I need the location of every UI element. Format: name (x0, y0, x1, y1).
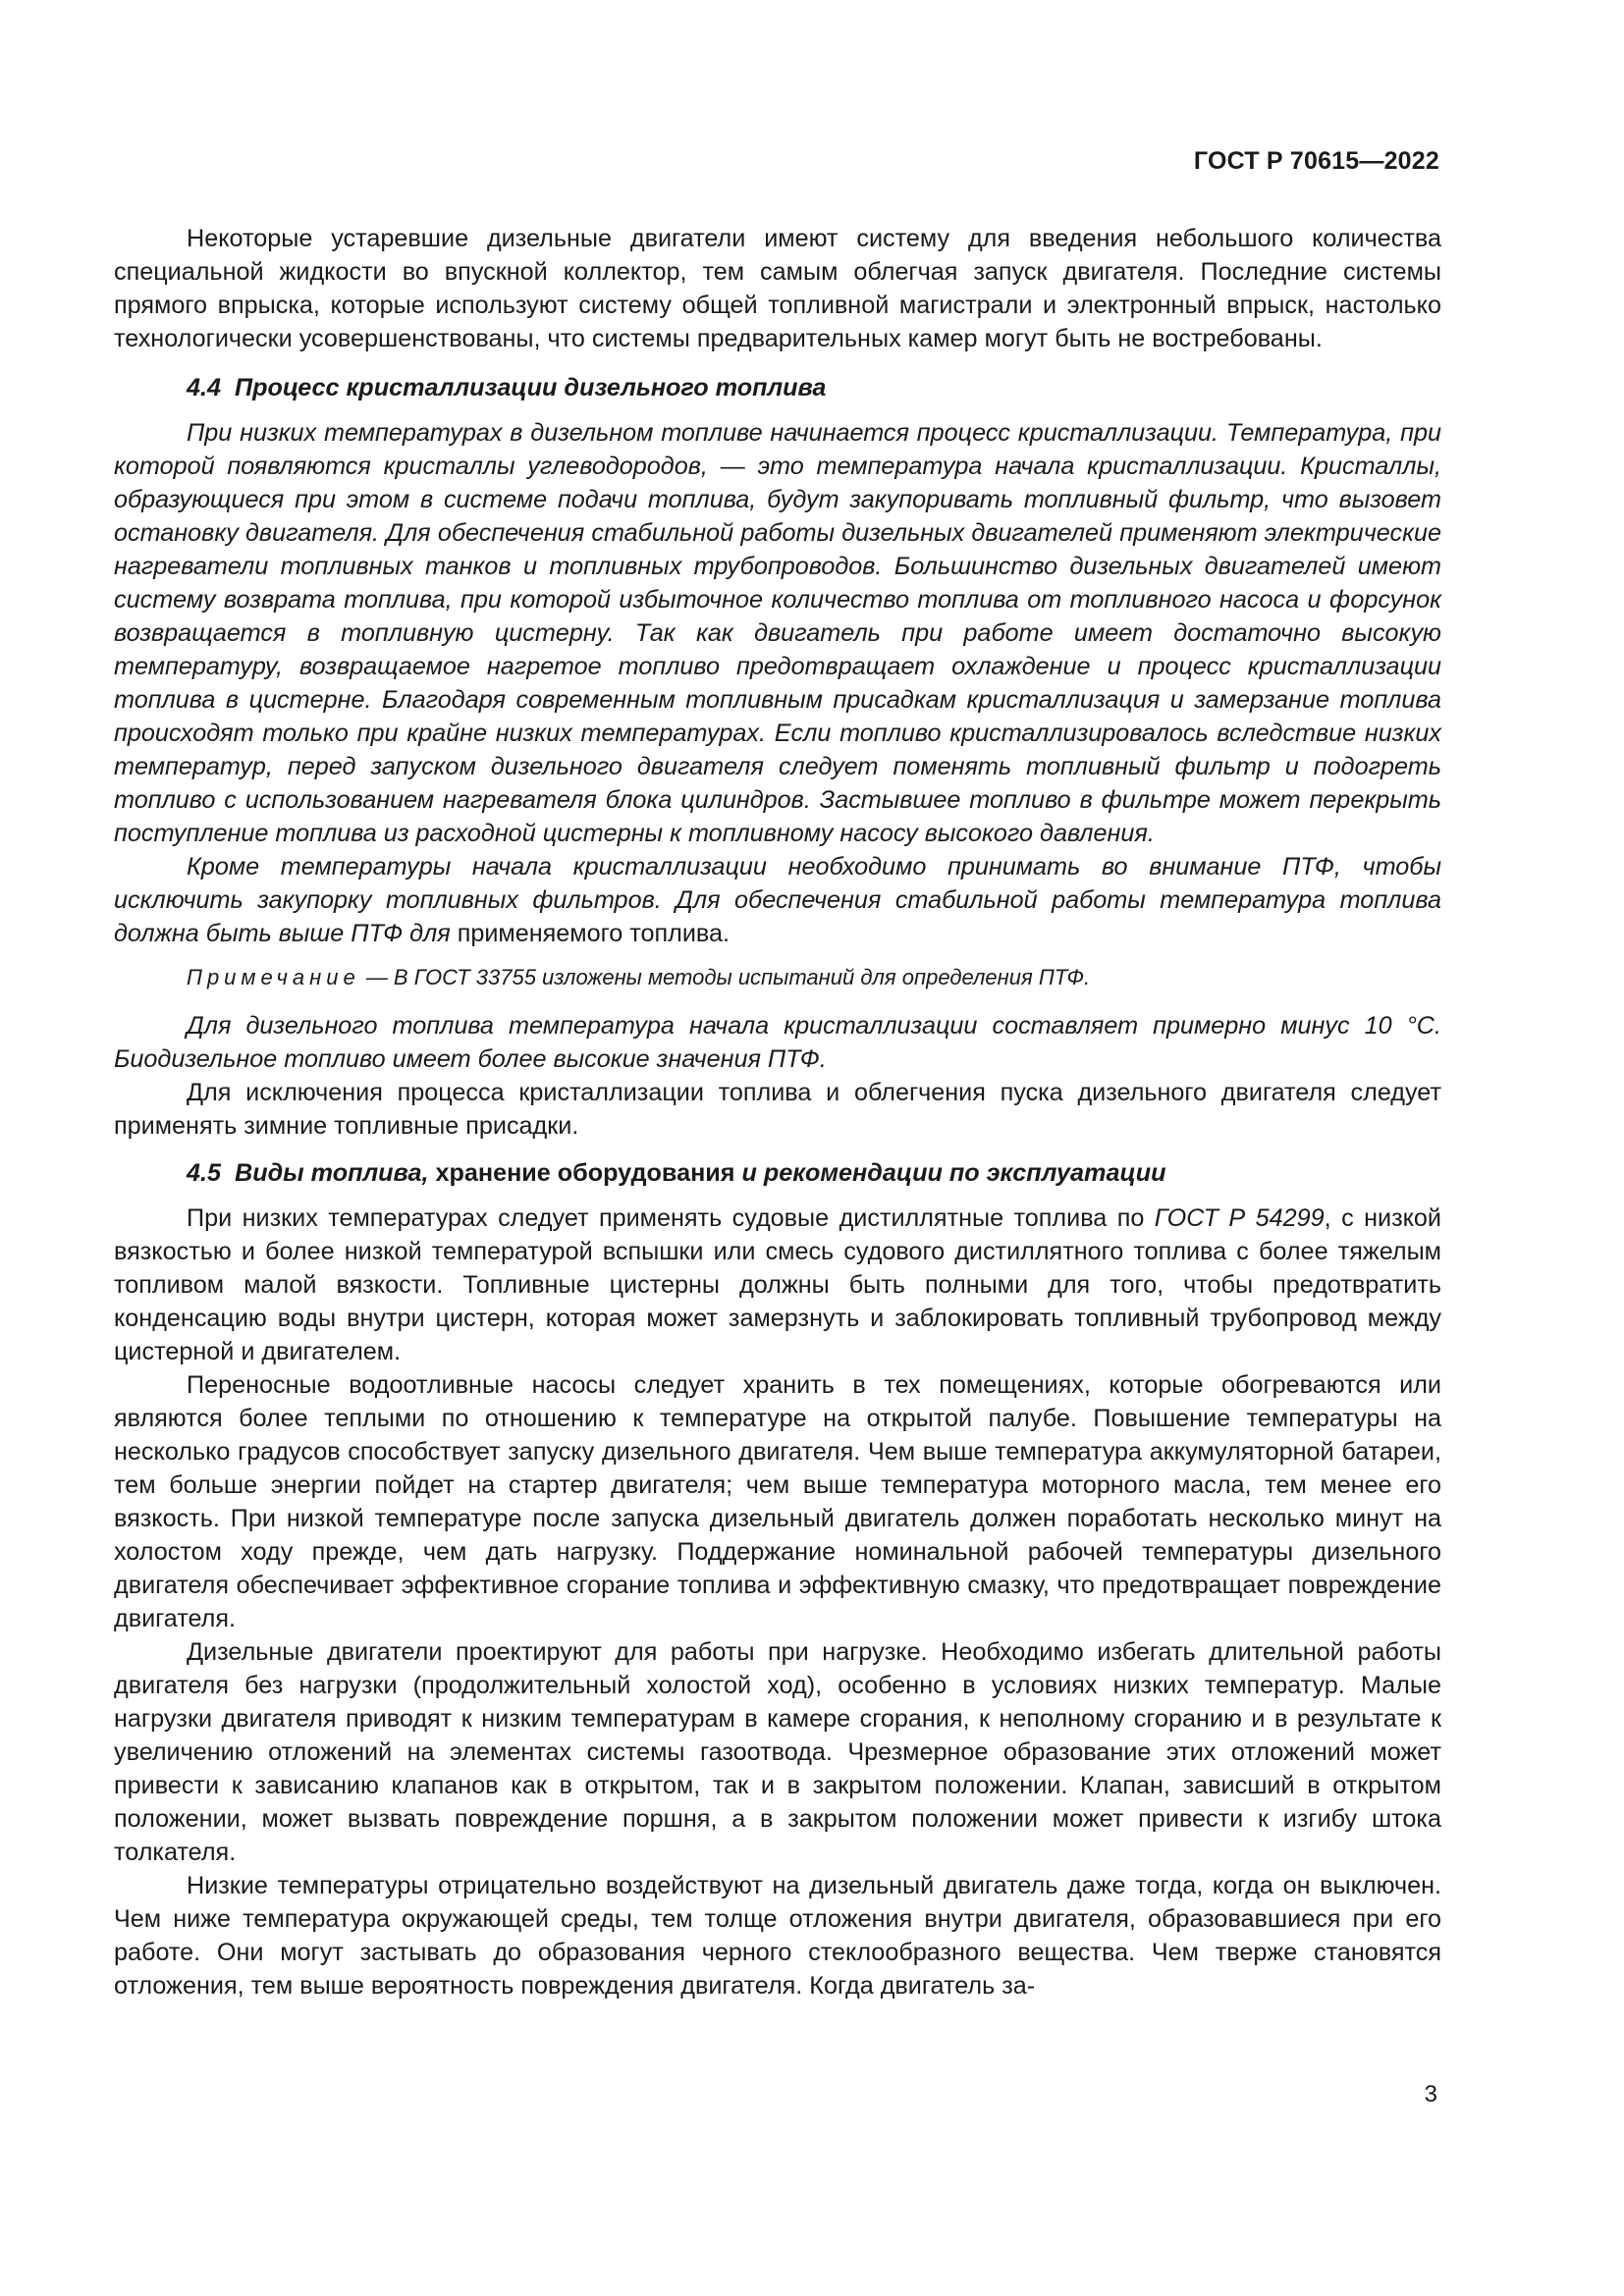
section-4-5-paragraph-2: Переносные водоотливные насосы следует хранить в тех помещениях, которые обогреваются или являются более теплыми по отношению к температуре на открытой палубе. Повышение температуры на несколько градусов способствует запуску дизельного двигателя. Чем выше температура аккумуляторной батареи, тем больше энергии пойдет на стартер двигателя; чем выше температура моторного масла, тем менее его вязкость. При низкой температуре после запуска дизельный двигатель должен поработать несколько минут на холостом ходу прежде, чем дать нагрузку. Поддержание номинальной рабочей температуры дизельного двигателя обеспечивает эффективное сгорание топлива и эффективную смазку, что предотвращает повреждение двигателя. (114, 1371, 1441, 1632)
section-4-4-paragraph-1: При низких температурах в дизельном топливе начинается процесс кристаллизации. Температура, при которой появляются кристаллы углеводородов, — это температура начала кристаллизации. Кристаллы, образующиеся при этом в системе подачи топлива, будут закупоривать топливный фильтр, что вызовет остановку двигателя. Для обеспечения стабильной работы дизельных двигателей применяют электрические нагреватели топливных танков и топливных трубопроводов. Большинство дизельных двигателей имеют систему возврата топлива, при которой избыточное количество топлива от топливного насоса и форсунок возвращается в топливную цистерну. Так как двигатель при работе имеет достаточно высокую температуру, возвращаемое нагретое топливо предотвращает охлаждение и процесс кристаллизации топлива в цистерне. Благодаря современным топливным присадкам кристаллизация и замерзание топлива происходят только при крайне низких температурах. Если топливо кристаллизировалось вследствие низких температур, перед запуском дизельного двигателя следует поменять топливный фильтр и подогреть топливо с использованием нагревателя блока цилиндров. Застывшее топливо в фильтре может перекрыть поступление топлива из расходной цистерны к топливному насосу высокого давления. (114, 419, 1441, 847)
section-title-part-2: хранение оборудования (428, 1159, 742, 1187)
section-title: Процесс кристаллизации дизельного топлива (235, 374, 827, 401)
section-4-4-paragraph-2 (114, 850, 1441, 950)
section-4-5-paragraph-3: Дизельные двигатели проектируют для работы при нагрузке. Необходимо избегать длительной работы двигателя без нагрузки (продолжительный холостой ход), особенно в условиях низких температур. Малые нагрузки двигателя приводят к низким температурам в камере сгорания, к неполному сгоранию и в результате к увеличению отложений на элементах системы газоотвода. Чрезмерное образование этих отложений может привести к зависанию клапанов как в открытом, так и в закрытом положении. Клапан, зависший в открытом положении, может вызвать повреждение поршня, а в закрытом положении может привести к изгибу штока толкателя. (114, 1638, 1441, 1866)
section-title-part-1: Виды топлива, (235, 1159, 429, 1187)
section-number: 4.4 (187, 374, 222, 401)
intro-paragraph: Некоторые устаревшие дизельные двигатели имеют систему для введения небольшого количества специальной жидкости во впускной коллектор, тем самым облегчая запуск двигателя. Последние системы прямого впрыска, которые используют систему общей топливной магистрали и электронный впрыск, настолько технологически усовершенствованы, что системы предварительных камер могут быть не востребованы. (114, 225, 1441, 352)
paragraph-text-before-ref: При низких температурах следует применять судовые дистиллятные топлива по (187, 1204, 1155, 1232)
section-heading-4-4 (114, 371, 1441, 404)
section-4-4-paragraph-4: Для исключения процесса кристаллизации топлива и облегчения пуска дизельного двигателя следует применять зимние топливные присадки. (114, 1079, 1441, 1140)
paragraph-text-after-ref: , с низкой вязкостью и более низкой температурой вспышки или смесь судового дистиллятного топлива с более тяжелым топливом малой вязкости. Топливные цистерны должны быть полными для того, чтобы предотвратить конденсацию воды внутри цистерн, которая может замерзнуть и заблокировать топливный трубопровод между цистерной и двигателем. (114, 1204, 1442, 1365)
page-number: 3 (1424, 2081, 1437, 2108)
section-4-4-paragraph-3: Для дизельного топлива температура начала кристаллизации составляет примерно минус 10 °С. Биодизельное топливо имеет более высокие значения ПТФ. (114, 1012, 1441, 1073)
standard-reference: ГОСТ Р 54299 (1154, 1204, 1325, 1232)
paragraph-normal-part: применяемого топлива. (450, 920, 731, 947)
section-heading-4-5 (114, 1156, 1441, 1190)
note-text: — В ГОСТ 33755 изложены методы испытаний для определения ПТФ. (359, 965, 1091, 989)
section-title-part-3: и рекомендации по эксплуатации (741, 1159, 1166, 1187)
paragraph-italic-part: Кроме температуры начала кристаллизации необходимо принимать во внимание ПТФ, чтобы исключить закупорку топливных фильтров. Для обеспечения стабильной работы температура топлива должна быть выше ПТФ для (114, 853, 1441, 947)
section-number: 4.5 (187, 1159, 222, 1187)
section-4-5-paragraph-4: Низкие температуры отрицательно воздействуют на дизельный двигатель даже тогда, когда он выключен. Чем ниже температура окружающей среды, тем толще отложения внутри двигателя, образовавшиеся при его работе. Они могут застывать до образования черного стеклообразного вещества. Чем тверже становятся отложения, тем выше вероятность повреждения двигателя. Когда двигатель за- (114, 1872, 1441, 2000)
document-code: ГОСТ Р 70615—2022 (1193, 147, 1439, 175)
note-label: Примечание (187, 965, 360, 989)
section-4-5-paragraph-1 (114, 1201, 1441, 1368)
document-body (114, 222, 1441, 2002)
note (114, 962, 1441, 993)
